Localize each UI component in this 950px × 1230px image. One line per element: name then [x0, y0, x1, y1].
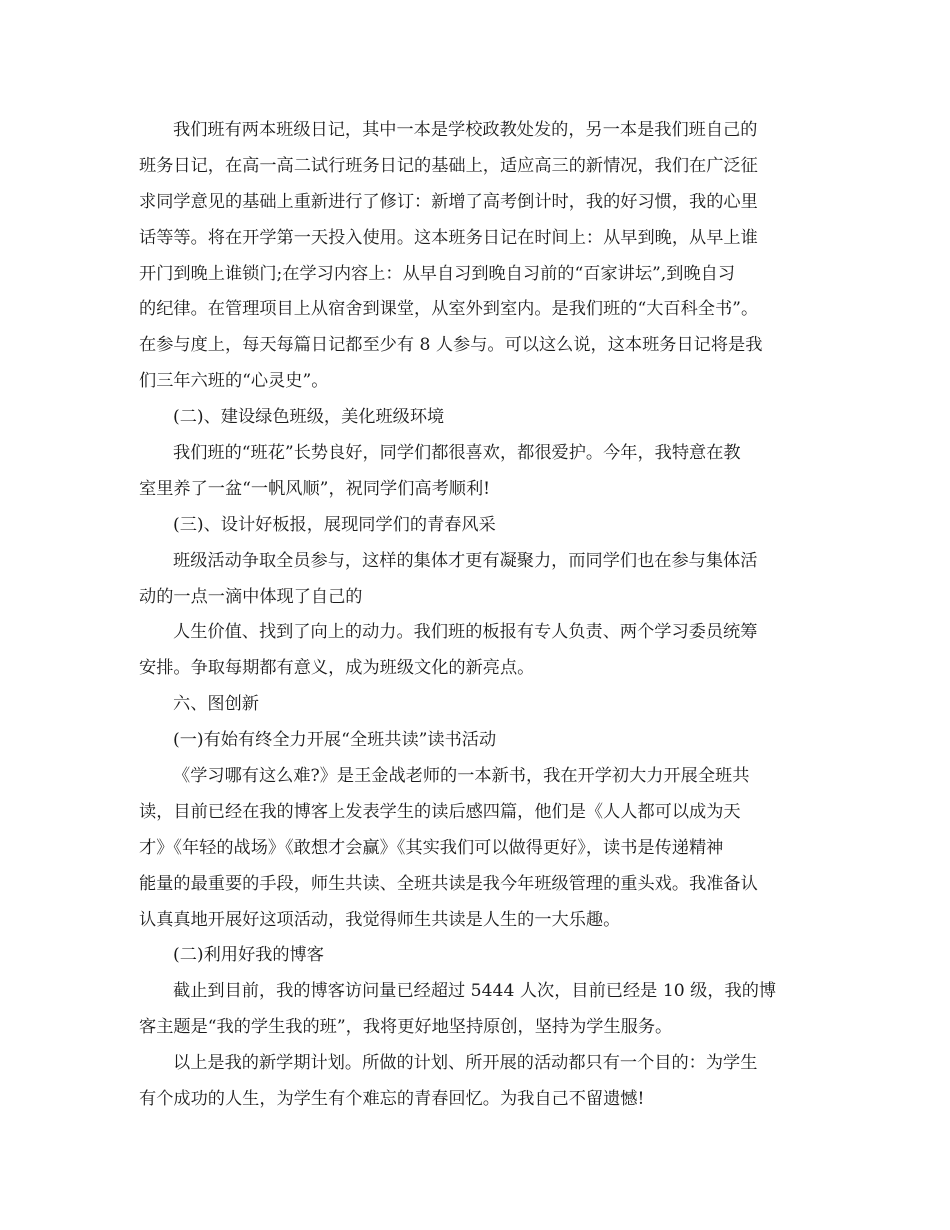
- paragraph: [139, 113, 827, 400]
- text-line: 人生价值、找到了向上的动力。我们班的板报有专人负责、两个学习委员统筹: [173, 622, 758, 643]
- text-line: 们三年六班的“心灵史”。: [139, 371, 329, 392]
- section-heading: [139, 400, 827, 436]
- text-line: 有个成功的人生，为学生有个难忘的青春回忆。为我自己不留遗憾!: [139, 1089, 645, 1110]
- section-heading: [139, 938, 827, 974]
- text-line: 动的一点一滴中体现了自己的: [139, 586, 363, 607]
- text-line: 读，目前已经在我的博客上发表学生的读后感四篇，他们是《人人都可以成为天: [139, 801, 741, 822]
- text-line: 的纪律。在管理项目上从宿舍到课堂，从室外到室内。是我们班的“大百科全书”。: [139, 299, 759, 320]
- text-line: 求同学意见的基础上重新进行了修订：新增了高考倒计时，我的好习惯，我的心里: [139, 191, 758, 212]
- section-heading: [139, 723, 827, 759]
- text-line: 我们班的“班花”长势良好，同学们都很喜欢，都很爱护。今年，我特意在教: [173, 443, 741, 464]
- paragraph: [139, 759, 827, 938]
- paragraph: [139, 1046, 827, 1118]
- text-line: 我们班有两本班级日记，其中一本是学校政教处发的，另一本是我们班自己的: [173, 120, 758, 140]
- text-line: 在参与度上，每天每篇日记都至少有 8 人参与。可以这么说，这本班务日记将是我: [139, 335, 763, 356]
- text-line: 以上是我的新学期计划。所做的计划、所开展的活动都只有一个目的：为学生: [173, 1053, 758, 1074]
- text-line: 能量的最重要的手段，师生共读、全班共读是我今年班级管理的重头戏。我准备认: [139, 873, 758, 894]
- text-line: (二)利用好我的博客: [173, 945, 324, 966]
- text-line: (二)、建设绿色班级，美化班级环境: [173, 407, 445, 428]
- section-heading: [139, 508, 827, 544]
- paragraph: [139, 544, 827, 616]
- text-line: (三)、设计好板报，展现同学们的青春风采: [173, 514, 496, 535]
- text-line: (一)有始有终全力开展“全班共读”读书活动: [173, 730, 497, 751]
- paragraph: [139, 974, 827, 1046]
- text-line: 认真真地开展好这项活动，我觉得师生共读是人生的一大乐趣。: [139, 909, 621, 930]
- text-line: 六、图创新: [173, 694, 259, 715]
- text-line: 安排。争取每期都有意义，成为班级文化的新亮点。: [139, 658, 535, 679]
- text-line: 截止到目前，我的博客访问量已经超过 5444 人次，目前已经是 10 级，我的博: [173, 981, 777, 1002]
- paragraph: [139, 436, 827, 508]
- text-line: 室里养了一盆“一帆风顺”，祝同学们高考顺利!: [139, 478, 491, 499]
- text-line: 客主题是“我的学生我的班”，我将更好地坚持原创，坚持为学生服务。: [139, 1017, 673, 1038]
- document-body: [139, 113, 827, 1118]
- text-line: 班务日记，在高一高二试行班务日记的基础上，适应高三的新情况，我们在广泛征: [139, 155, 758, 176]
- text-line: 《学习哪有这么难?》是王金战老师的一本新书，我在开学初大力开展全班共: [173, 766, 750, 787]
- text-line: 话等等。将在开学第一天投入使用。这本班务日记在时间上：从早到晚，从早上谁: [139, 227, 758, 248]
- paragraph: [139, 615, 827, 687]
- section-heading: [139, 687, 827, 723]
- text-line: 班级活动争取全员参与，这样的集体才更有凝聚力，而同学们也在参与集体活: [173, 550, 758, 571]
- text-line: 开门到晚上谁锁门;在学习内容上：从早自习到晚自习前的“百家讲坛”,到晚自习: [139, 263, 736, 284]
- text-line: 才》《年轻的战场》《敢想才会赢》《其实我们可以做得更好》，读书是传递精神: [139, 837, 724, 858]
